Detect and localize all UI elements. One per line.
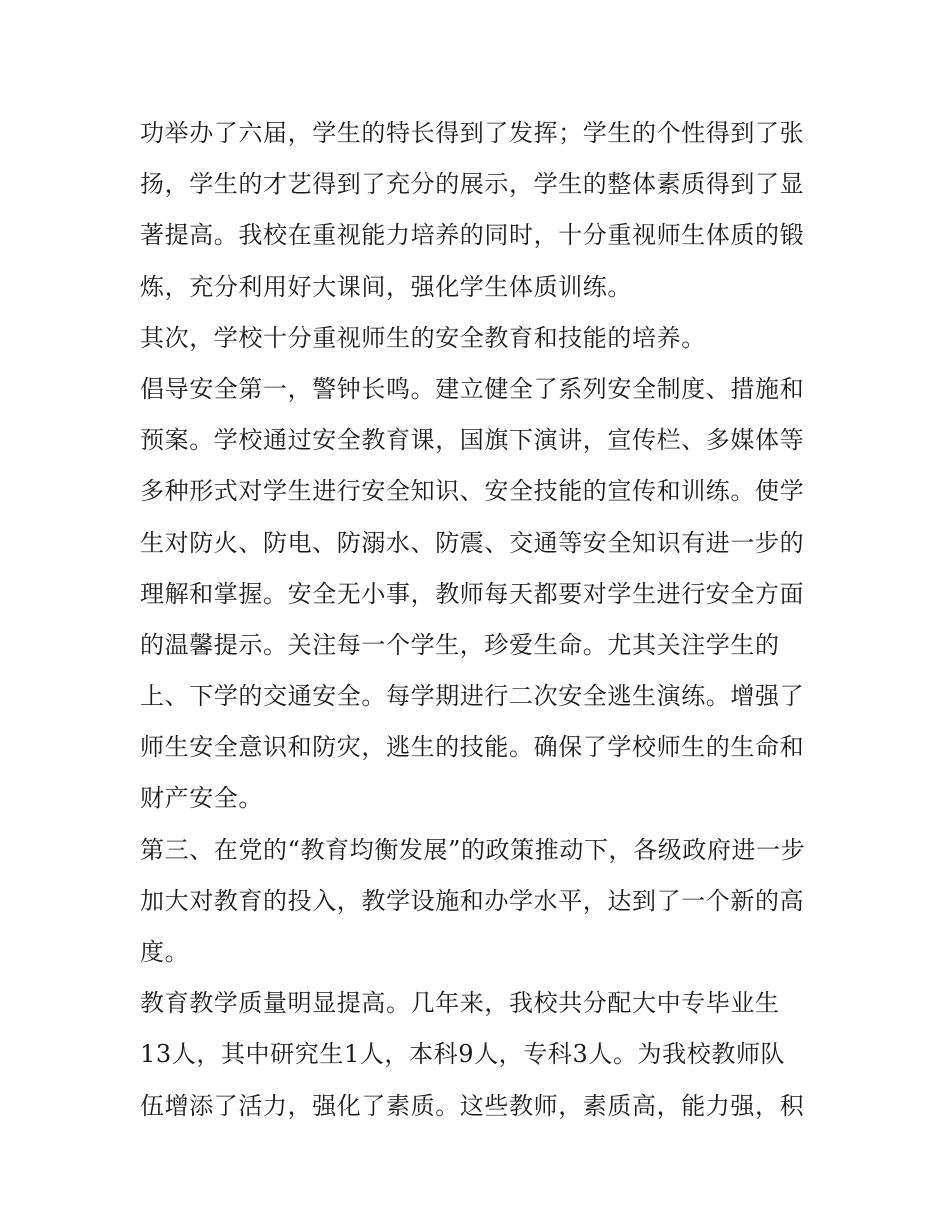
text-line: 其次，学校十分重视师生的安全教育和技能的培养。 [140, 323, 706, 352]
text-line: 上、下学的交通安全。每学期进行二次安全逃生演练。增强了 [140, 682, 805, 711]
text-line: 理解和掌握。安全无小事，教师每天都要对学生进行安全方面 [140, 579, 805, 608]
text-line: 预案。学校通过安全教育课，国旗下演讲，宣传栏、多媒体等 [140, 426, 805, 455]
text-line: 炼，充分利用好大课间，强化学生体质训练。 [140, 272, 632, 301]
text-line: 13人，其中研究生1人，本科9人，专科3人。为我校教师队 [140, 1040, 786, 1069]
text-line: 伍增添了活力，强化了素质。这些教师，素质高，能力强，积 [140, 1091, 805, 1120]
text-line: 度。 [140, 938, 190, 966]
text-line: 师生安全意识和防灾，逃生的技能。确保了学校师生的生命和 [140, 733, 805, 762]
text-line: 著提高。我校在重视能力培养的同时，十分重视师生体质的锻 [140, 221, 805, 250]
text-line: 多种形式对学生进行安全知识、安全技能的宣传和训练。使学 [140, 477, 805, 506]
text-line: 扬，学生的才艺得到了充分的展示，学生的整体素质得到了显 [140, 170, 805, 199]
text-line: 功举办了六届，学生的特长得到了发挥；学生的个性得到了张 [140, 119, 805, 147]
text-line: 第三、在党的“教育均衡发展”的政策推动下，各级政府进一步 [140, 835, 806, 864]
text-line: 加大对教育的投入，教学设施和办学水平，达到了一个新的高 [140, 886, 805, 915]
text-line: 财产安全。 [140, 784, 263, 813]
text-line: 教育教学质量明显提高。几年来，我校共分配大中专毕业生 [140, 989, 780, 1018]
document-body [140, 108, 820, 1132]
text-line: 生对防火、防电、防溺水、防震、交通等安全知识有进一步的 [140, 528, 805, 557]
text-line: 倡导安全第一，警钟长鸣。建立健全了系列安全制度、措施和 [140, 374, 805, 403]
text-line: 的温馨提示。关注每一个学生，珍爱生命。尤其关注学生的 [140, 630, 780, 659]
